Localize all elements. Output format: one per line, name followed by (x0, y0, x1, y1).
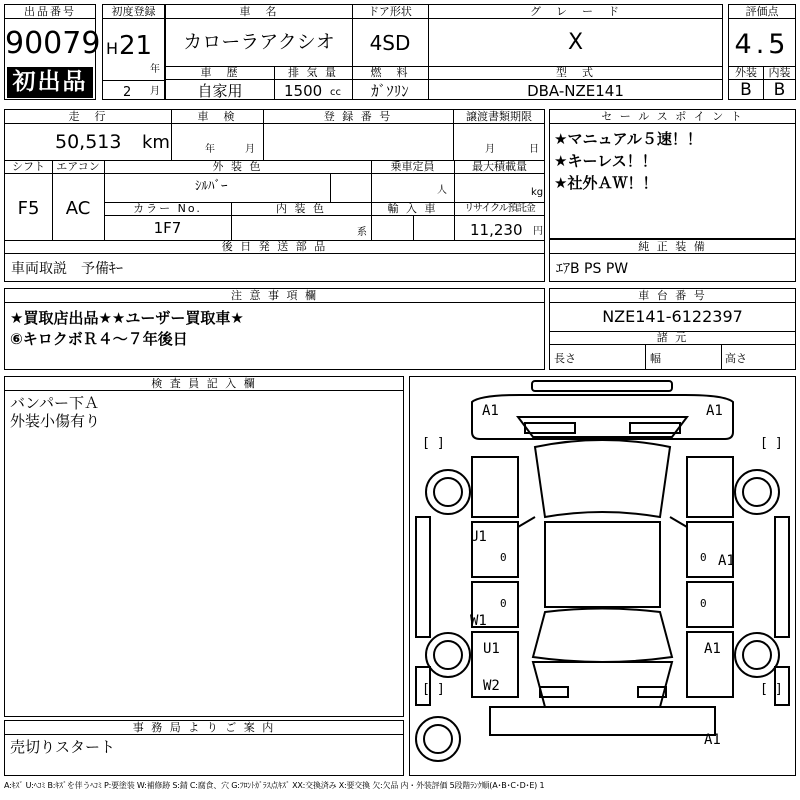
notes-label: 注 意 事 項 欄 (5, 289, 544, 303)
svg-text:[: [ (422, 436, 430, 451)
car-name-label: 車 名 (166, 5, 352, 19)
month-unit: 月 (150, 86, 160, 97)
notes-box (4, 288, 545, 370)
mark-front-right: A1 (706, 403, 723, 419)
model-code-label: 型 式 (428, 66, 723, 80)
equipment-value: ｴｱB PS PW (556, 261, 629, 277)
lot-box (4, 4, 101, 100)
office-box (4, 720, 404, 776)
load-label: 最大積載量 (454, 160, 545, 174)
car-diagram (410, 377, 795, 775)
first-listing-badge: 初出品 (7, 67, 93, 98)
displacement-unit: cc (330, 87, 341, 98)
svg-text:[: [ (760, 436, 768, 451)
mileage-label: 走 行 (5, 110, 171, 124)
exterior-label: 外装 (729, 66, 763, 80)
shift: F5 (17, 198, 40, 219)
spec-box (165, 4, 723, 100)
lot-number: 90079 (5, 26, 101, 61)
mileage: 50,513 (55, 131, 122, 153)
import-label: 輸 入 車 (371, 202, 454, 216)
load-unit: kg (531, 187, 544, 198)
svg-text:]: ] (437, 436, 445, 451)
displacement-label: 排 気 量 (274, 66, 352, 80)
inspector-label: 検 査 員 記 入 欄 (5, 377, 403, 391)
svg-text:]: ] (775, 436, 783, 451)
sales-point-2: ★キーレス！！ (554, 152, 657, 170)
inspection-year-unit: 年 (205, 144, 215, 155)
chassis-label: 車 台 番 号 (550, 289, 795, 303)
length-label: 長さ (554, 352, 576, 365)
sales-points-label: セ ー ル ス ポ イ ン ト (550, 110, 795, 124)
mark-n-right-front: 0 (700, 551, 707, 564)
lot-label: 出品番号 (5, 5, 95, 19)
svg-text:[: [ (760, 682, 768, 697)
recycle-amount: 11,230 (470, 221, 523, 239)
height-label: 高さ (725, 352, 747, 365)
transfer-day-unit: 日 (529, 144, 539, 155)
fuel-label: 燃 料 (352, 66, 428, 80)
sales-point-1: ★マニュアル５速！！ (554, 130, 702, 148)
svg-text:]: ] (775, 682, 783, 697)
ac: AC (65, 198, 91, 219)
chassis-number: NZE141-6122397 (602, 307, 743, 326)
width-label: 幅 (650, 352, 661, 365)
mark-n-right-rear: 0 (700, 597, 707, 610)
first-reg-label: 初度登録 (103, 5, 164, 19)
mark-left-rear-door: W1 (470, 613, 487, 629)
exterior-color: ｼﾙﾊﾞｰ (195, 179, 228, 194)
transfer-month-unit: 月 (485, 144, 495, 155)
sales-point-3: ★社外ＡＷ！！ (554, 174, 658, 192)
mark-left-rear-fender: U1 (483, 641, 500, 657)
interior-score: B (773, 80, 786, 100)
notes-line-1: ★買取店出品★★ユーザー買取車★ (10, 309, 244, 327)
door-label: ドア形状 (352, 5, 428, 19)
exterior-score: B (740, 80, 752, 100)
grade: X (567, 30, 584, 55)
mark-n-left-front: 0 (500, 551, 507, 564)
sales-points-box (549, 109, 796, 239)
mark-left-front-door: U1 (470, 529, 487, 545)
model-code: DBA-NZE141 (527, 82, 624, 100)
fuel: ｶﾞｿﾘﾝ (371, 82, 409, 100)
mark-n-left-rear: 0 (500, 597, 507, 610)
era: H (106, 39, 119, 58)
color-no: 1F7 (153, 219, 182, 237)
inspection-label: 車 検 (171, 110, 263, 124)
year-unit: 年 (150, 64, 160, 75)
car-diagram-box (409, 376, 796, 776)
later-parts-value-box (4, 253, 545, 282)
displacement: 1500 (284, 82, 323, 100)
mark-right-rear-door: A1 (704, 641, 721, 657)
grade-label: グ レ ー ド (428, 5, 723, 19)
recycle-label: リサイクル預託金 (454, 202, 545, 216)
history-label: 車 歴 (166, 66, 274, 80)
transfer-label: 譲渡書類期限 (453, 110, 545, 124)
month: 2 (123, 85, 132, 100)
inspector-line-1: バンパー下Ａ (10, 394, 99, 412)
vehicle-detail-box (4, 109, 545, 254)
inspector-box (4, 376, 404, 717)
mark-left-rocker: W2 (483, 678, 500, 694)
shift-label: シフト (5, 160, 52, 174)
mark-front-left: A1 (482, 403, 499, 419)
color-no-label: カラー No. (104, 202, 231, 216)
score-label: 評価点 (729, 5, 795, 19)
exterior-color-label: 外 装 色 (104, 160, 371, 174)
interior-label: 内装 (763, 66, 796, 80)
first-registration-box (102, 4, 165, 100)
office-label: 事 務 局 よ り ご 案 内 (5, 721, 403, 735)
year: 21 (119, 31, 153, 61)
car-name: カローラアクシオ (183, 31, 335, 53)
mark-right-front-door: A1 (718, 553, 735, 569)
later-parts-label: 後 日 発 送 部 品 (221, 240, 328, 253)
door-type: 4SD (369, 31, 411, 55)
chassis-box (549, 288, 796, 370)
interior-color-unit: 系 (357, 227, 367, 238)
notes-line-2: ⑥キロクボＲ４～７年後日 (10, 330, 188, 348)
ac-label: エアコン (52, 160, 104, 174)
plate-label: 登 録 番 号 (263, 110, 453, 124)
later-parts-value: 車両取説 予備ｷｰ (11, 261, 123, 277)
equipment-label: 純 正 装 備 (550, 240, 795, 254)
equipment-box (549, 239, 796, 282)
capacity-label: 乗車定員 (371, 160, 454, 174)
svg-text:]: ] (437, 682, 445, 697)
history: 自家用 (197, 82, 243, 100)
mark-rear-bumper: A1 (704, 732, 721, 748)
capacity-unit: 人 (437, 185, 447, 196)
mileage-unit: km (142, 132, 170, 153)
inspection-month-unit: 月 (245, 144, 255, 155)
interior-color-label: 内 装 色 (231, 202, 371, 216)
inspector-line-2: 外装小傷有り (10, 412, 101, 430)
legend: A:ｷｽﾞ U:ﾍｺﾐ B:ｷｽﾞを伴うﾍｺﾐ P:要塗装 W:補修跡 S:錆 C:腐食、穴 G:ﾌﾛﾝﾄｶﾞﾗｽ点ｷｽﾞ XX:交換済み X:要交換 欠:欠品 内・外装評価 5段階ﾗﾝｸ順(A･B･C･D･E) 1 (4, 781, 545, 790)
svg-text:[: [ (422, 682, 430, 697)
overall-score: 4.5 (734, 29, 790, 60)
dims-label: 諸 元 (550, 331, 795, 345)
office-value: 売切りスタート (10, 738, 116, 756)
score-box (728, 4, 796, 100)
recycle-unit: 円 (533, 226, 543, 237)
